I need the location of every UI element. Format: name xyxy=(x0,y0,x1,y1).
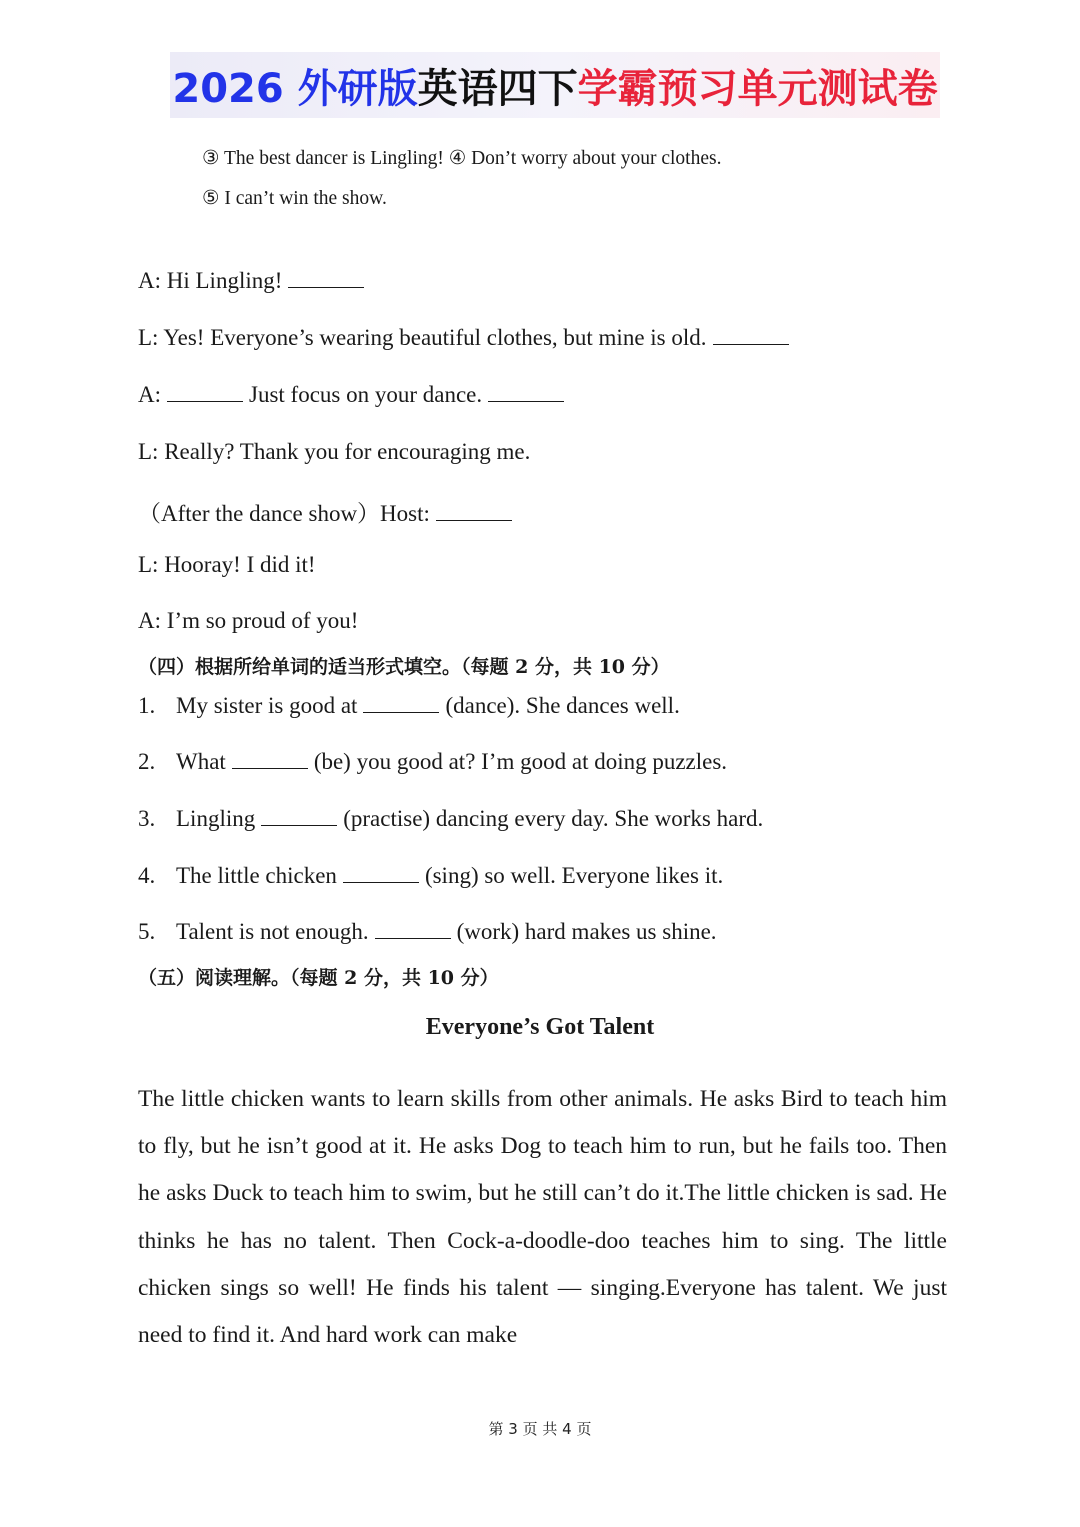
dialogue-line-1 xyxy=(138,268,370,294)
item-text-before: Talent is not enough. xyxy=(176,919,369,944)
fill-item-2 xyxy=(138,749,727,775)
dialogue-text: （After the dance show）Host: xyxy=(138,501,430,526)
page-footer: 第 3 页 共 4 页 xyxy=(488,1420,592,1438)
item-text-before: What xyxy=(176,749,226,774)
dialogue-line-5 xyxy=(138,495,518,528)
dialogue-line-2 xyxy=(138,325,795,351)
dialogue-line-6: L: Hooray! I did it! xyxy=(138,552,316,577)
item-text-after: (sing) so well. Everyone likes it. xyxy=(424,863,724,888)
answer-blank[interactable] xyxy=(167,400,243,402)
banner-publisher: 外研版 xyxy=(297,65,418,112)
dialogue-text: A: Hi Lingling! xyxy=(138,268,283,293)
banner-year: 2026 xyxy=(172,65,284,112)
item-number: 5. xyxy=(138,919,156,944)
answer-blank[interactable] xyxy=(261,824,337,826)
banner-book: 英语四下 xyxy=(417,65,578,112)
section-4-heading: （四）根据所给单词的适当形式填空。（每题 2 分，共 10 分） xyxy=(138,656,670,678)
answer-blank[interactable] xyxy=(288,286,364,288)
answer-blank[interactable] xyxy=(363,711,439,713)
dialogue-line-3 xyxy=(138,382,570,408)
answer-blank[interactable] xyxy=(343,881,419,883)
header-banner xyxy=(170,52,940,118)
item-text-after: (dance). She dances well. xyxy=(445,693,680,718)
item-text-before: The little chicken xyxy=(176,863,337,888)
item-number: 3. xyxy=(138,806,156,831)
answer-blank[interactable] xyxy=(375,937,451,939)
item-text-before: Lingling xyxy=(176,806,256,831)
answer-blank[interactable] xyxy=(488,400,564,402)
section-5-heading: （五）阅读理解。（每题 2 分，共 10 分） xyxy=(138,967,499,989)
dialogue-line-4: L: Really? Thank you for encouraging me. xyxy=(138,439,531,464)
item-text-after: (be) you good at? I’m good at doing puzzles. xyxy=(313,749,728,774)
option-line-2: ⑤ I can’t win the show. xyxy=(202,188,387,209)
dialogue-text: A: xyxy=(138,382,161,407)
answer-blank[interactable] xyxy=(436,519,512,521)
fill-item-4 xyxy=(138,863,723,889)
fill-item-5 xyxy=(138,919,717,945)
fill-item-1 xyxy=(138,693,680,719)
answer-blank[interactable] xyxy=(713,343,789,345)
item-text-before: My sister is good at xyxy=(176,693,358,718)
banner-title xyxy=(172,57,937,114)
reading-passage: The little chicken wants to learn skills from other animals. He asks Bird to teach him to fly, but he isn’t good at it. He asks Dog to teach him to run, but he fails too. Then he asks Duck to teach him to swim, but he still can’t do it.The little chicken is sad. He thinks he has no talent. Then Cock-a-doodle-doo teaches him to sing. The little chicken sings so well! He finds his talent — singing.Everyone has talent. We just need to find it. And hard work can make xyxy=(138,1086,947,1349)
dialogue-text: L: Yes! Everyone’s wearing beautiful clothes, but mine is old. xyxy=(138,325,707,350)
item-number: 2. xyxy=(138,749,156,774)
dialogue-line-7: A: I’m so proud of you! xyxy=(138,608,359,633)
item-number: 4. xyxy=(138,863,156,888)
option-line-1: ③ The best dancer is Lingling! ④ Don’t worry about your clothes. xyxy=(202,148,722,169)
dialogue-text: Just focus on your dance. xyxy=(249,382,483,407)
item-text-after: (work) hard makes us shine. xyxy=(456,919,717,944)
fill-item-3 xyxy=(138,806,763,832)
item-number: 1. xyxy=(138,693,156,718)
item-text-after: (practise) dancing every day. She works hard. xyxy=(343,806,764,831)
passage-title: Everyone’s Got Talent xyxy=(425,1014,655,1040)
answer-blank[interactable] xyxy=(232,767,308,769)
banner-test-name: 学霸预习单元测试卷 xyxy=(577,65,938,112)
